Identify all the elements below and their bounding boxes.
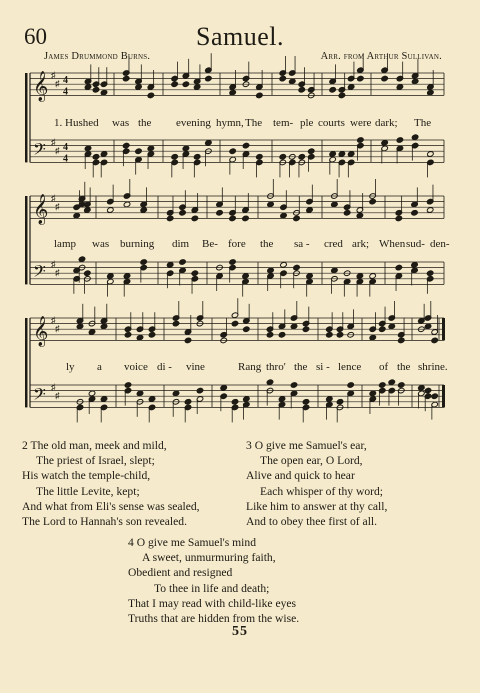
note-head bbox=[267, 201, 274, 207]
note-head bbox=[289, 78, 296, 84]
note-head bbox=[336, 399, 343, 405]
note-head bbox=[369, 334, 376, 340]
verse-line: And to obey thee first of all. bbox=[246, 515, 378, 529]
note-head bbox=[379, 326, 386, 332]
note-head bbox=[135, 84, 142, 90]
lyric-syllable: hymn, bbox=[216, 117, 244, 129]
lyric-syllable: cred bbox=[324, 238, 343, 250]
lyric-syllable: ark; bbox=[352, 238, 370, 250]
note-head bbox=[229, 89, 236, 95]
note-head bbox=[216, 210, 223, 216]
verse-line: 3 O give me Samuel's ear, bbox=[246, 439, 367, 452]
note-head bbox=[147, 145, 154, 151]
lyric-syllable: di - bbox=[157, 361, 172, 373]
note-head bbox=[88, 390, 95, 396]
lyric-syllable: the bbox=[138, 117, 152, 129]
lyric-syllable: shrine. bbox=[418, 361, 448, 373]
verse-line: The Lord to Hannah's son revealed. bbox=[22, 515, 187, 529]
note-head bbox=[123, 273, 130, 279]
note-head bbox=[424, 323, 431, 329]
note-head bbox=[184, 399, 191, 405]
note-head bbox=[338, 92, 345, 98]
sharp-sign: ♯ bbox=[55, 145, 60, 156]
bass-clef: 𝄢 bbox=[33, 383, 46, 408]
treble-clef: 𝄞 bbox=[33, 71, 49, 102]
note-head bbox=[302, 399, 309, 405]
sharp-sign: ♯ bbox=[55, 323, 60, 334]
note-head bbox=[369, 198, 376, 204]
note-head bbox=[184, 337, 191, 343]
note-head bbox=[148, 396, 155, 402]
note-head bbox=[242, 215, 249, 221]
sharp-sign: ♯ bbox=[51, 382, 56, 393]
note-head bbox=[182, 81, 189, 87]
note-head bbox=[100, 396, 107, 402]
note-head bbox=[356, 212, 363, 218]
note-head bbox=[357, 75, 364, 81]
lyric-syllable: the bbox=[260, 238, 274, 250]
lyric-syllable: lamp bbox=[54, 238, 76, 250]
note-head bbox=[124, 332, 131, 338]
note-head bbox=[379, 382, 386, 388]
note-head bbox=[267, 267, 274, 273]
note-head bbox=[231, 399, 238, 405]
lyric-syllable: dim bbox=[172, 238, 190, 250]
sharp-sign: ♯ bbox=[51, 315, 56, 326]
lyric-syllable: The bbox=[245, 117, 263, 129]
verse-4 bbox=[128, 535, 299, 626]
note-head bbox=[329, 151, 336, 157]
note-head bbox=[347, 151, 354, 157]
verse-line: The open ear, O Lord, bbox=[260, 454, 363, 468]
note-head bbox=[279, 154, 286, 160]
note-head bbox=[347, 84, 354, 90]
time-signature: 4 bbox=[63, 86, 68, 98]
note-head bbox=[280, 212, 287, 218]
note-head bbox=[381, 75, 388, 81]
note-head bbox=[229, 259, 236, 265]
note-head bbox=[84, 145, 91, 151]
note-head bbox=[326, 396, 333, 402]
note-head bbox=[172, 390, 179, 396]
treble-clef: 𝄞 bbox=[33, 316, 49, 347]
note-head bbox=[191, 270, 198, 276]
note-head bbox=[179, 259, 186, 265]
note-head bbox=[293, 215, 300, 221]
note-head bbox=[424, 387, 431, 393]
note-head bbox=[280, 262, 287, 268]
time-signature: 4 bbox=[63, 75, 68, 87]
note-head bbox=[326, 332, 333, 338]
note-head bbox=[426, 270, 433, 276]
lyric-syllable: burning bbox=[120, 238, 155, 250]
final-bar-line bbox=[442, 385, 445, 407]
verse-line: Each whisper of thy word; bbox=[260, 484, 383, 498]
note-head bbox=[78, 256, 85, 262]
note-head bbox=[84, 84, 91, 90]
verse-line: To thee in life and death; bbox=[154, 581, 270, 595]
lyric-syllable: vine bbox=[186, 361, 205, 373]
note-head bbox=[290, 382, 297, 388]
note-head bbox=[369, 390, 376, 396]
time-signature: 4 bbox=[63, 153, 68, 165]
note-head bbox=[411, 262, 418, 268]
lyric-syllable: was bbox=[92, 238, 110, 250]
lyric-syllable: si - bbox=[316, 361, 330, 373]
note-head bbox=[266, 379, 273, 385]
note-head bbox=[205, 140, 212, 146]
verse-2 bbox=[22, 438, 200, 529]
lyric-syllable: The bbox=[414, 117, 432, 129]
note-head bbox=[193, 154, 200, 160]
lyric-syllable: a bbox=[97, 361, 102, 373]
note-head bbox=[396, 84, 403, 90]
note-head bbox=[347, 382, 354, 388]
note-head bbox=[100, 323, 107, 329]
hymn-number: 60 bbox=[24, 24, 47, 49]
note-head bbox=[293, 264, 300, 270]
verse-line: 2 The old man, meek and mild, bbox=[22, 439, 167, 452]
note-head bbox=[100, 151, 107, 157]
lyric-line-2 bbox=[0, 238, 480, 252]
sharp-sign: ♯ bbox=[55, 267, 60, 278]
verse-line: His watch the temple-child, bbox=[22, 469, 151, 483]
sharp-sign: ♯ bbox=[55, 201, 60, 212]
note-head bbox=[196, 387, 203, 393]
lyric-syllable: tem- bbox=[273, 117, 294, 129]
note-head bbox=[92, 154, 99, 160]
sharp-sign: ♯ bbox=[51, 259, 56, 270]
note-head bbox=[123, 201, 130, 207]
verse-line: Alive and quick to hear bbox=[246, 469, 355, 483]
note-head bbox=[171, 81, 178, 87]
verse-line: And what from Eli's sense was sealed, bbox=[22, 499, 200, 513]
note-head bbox=[411, 78, 418, 84]
note-head bbox=[290, 323, 297, 329]
note-head bbox=[336, 332, 343, 338]
note-head bbox=[395, 215, 402, 221]
note-head bbox=[166, 215, 173, 221]
lyric-syllable: voice bbox=[124, 361, 148, 373]
note-head bbox=[411, 134, 418, 140]
treble-clef: 𝄞 bbox=[33, 194, 49, 225]
final-bar-line bbox=[442, 318, 445, 340]
verse-line: That I may read with child-like eyes bbox=[128, 596, 297, 610]
note-head bbox=[278, 396, 285, 402]
note-head bbox=[388, 323, 395, 329]
note-head bbox=[266, 332, 273, 338]
sharp-sign: ♯ bbox=[55, 390, 60, 401]
note-head bbox=[308, 148, 315, 154]
note-head bbox=[243, 396, 250, 402]
note-head bbox=[256, 92, 263, 98]
lyric-syllable: den- bbox=[430, 238, 450, 250]
lyric-syllable: courts bbox=[318, 117, 345, 129]
lyric-syllable: Be- bbox=[202, 238, 218, 250]
note-head bbox=[220, 385, 227, 391]
note-head bbox=[148, 332, 155, 338]
note-head bbox=[242, 142, 249, 148]
note-head bbox=[140, 207, 147, 213]
verse-line: The little Levite, kept; bbox=[36, 484, 140, 498]
lyric-syllable: fore bbox=[228, 238, 246, 250]
lyric-syllable: 1. Hushed bbox=[54, 117, 99, 129]
lyric-syllable: lence bbox=[338, 361, 362, 373]
lyric-syllable: of bbox=[379, 361, 389, 373]
verse-line: 4 O give me Samuel's mind bbox=[128, 536, 256, 549]
note-head bbox=[369, 273, 376, 279]
verse-3 bbox=[246, 438, 387, 529]
verse-line: Truths that are hidden from the wise. bbox=[128, 612, 300, 626]
verse-line: Like him to answer at thy call, bbox=[246, 499, 388, 513]
note-head bbox=[84, 270, 91, 276]
lyric-syllable: was bbox=[112, 117, 130, 129]
author-credit: James Drummond Burns. bbox=[44, 51, 151, 62]
sharp-sign: ♯ bbox=[51, 137, 56, 148]
note-head bbox=[418, 385, 425, 391]
note-head bbox=[242, 273, 249, 279]
note-head bbox=[278, 332, 285, 338]
arranger-credit: Arr. from Arthur Sullivan. bbox=[320, 51, 442, 62]
note-head bbox=[100, 89, 107, 95]
note-head bbox=[140, 259, 147, 265]
note-head bbox=[427, 89, 434, 95]
note-head bbox=[107, 273, 114, 279]
hymn-title: Samuel. bbox=[196, 22, 284, 51]
note-head bbox=[256, 154, 263, 160]
note-head bbox=[231, 320, 238, 326]
note-head bbox=[306, 273, 313, 279]
note-head bbox=[205, 75, 212, 81]
note-head bbox=[92, 87, 99, 93]
note-head bbox=[431, 393, 438, 399]
bass-clef: 𝄢 bbox=[33, 138, 46, 163]
note-head bbox=[298, 154, 305, 160]
note-head bbox=[279, 75, 286, 81]
lyric-syllable: thro' bbox=[266, 361, 286, 373]
note-head bbox=[398, 382, 405, 388]
note-head bbox=[426, 207, 433, 213]
lyric-syllable: were bbox=[350, 117, 372, 129]
note-head bbox=[343, 210, 350, 216]
note-head bbox=[182, 145, 189, 151]
note-head bbox=[431, 337, 438, 343]
note-head bbox=[76, 323, 83, 329]
note-head bbox=[243, 326, 250, 332]
lyric-syllable: Rang bbox=[238, 361, 262, 373]
note-head bbox=[191, 215, 198, 221]
note-head bbox=[88, 329, 95, 335]
sharp-sign: ♯ bbox=[51, 193, 56, 204]
lyric-syllable: the bbox=[397, 361, 411, 373]
verse-line: A sweet, unmurmuring faith, bbox=[142, 551, 276, 565]
note-head bbox=[193, 84, 200, 90]
note-head bbox=[147, 92, 154, 98]
note-head bbox=[172, 320, 179, 326]
note-head bbox=[229, 215, 236, 221]
lyric-syllable: the bbox=[294, 361, 308, 373]
note-head bbox=[357, 137, 364, 143]
note-head bbox=[171, 154, 178, 160]
note-head bbox=[398, 337, 405, 343]
verse-line: The priest of Israel, slept; bbox=[36, 454, 155, 468]
note-head bbox=[411, 210, 418, 216]
lyric-syllable: evening bbox=[176, 117, 211, 129]
note-head bbox=[331, 201, 338, 207]
verse-line: Obedient and resigned bbox=[128, 566, 233, 580]
note-head bbox=[122, 142, 129, 148]
note-head bbox=[381, 140, 388, 146]
sharp-sign: ♯ bbox=[51, 70, 56, 81]
note-head bbox=[124, 382, 131, 388]
note-head bbox=[396, 137, 403, 143]
time-signature: 4 bbox=[63, 142, 68, 154]
lyric-syllable: sa - bbox=[294, 238, 310, 250]
note-head bbox=[229, 148, 236, 154]
note-head bbox=[73, 212, 80, 218]
note-head bbox=[329, 87, 336, 93]
lyric-syllable: dark; bbox=[375, 117, 398, 129]
note-head bbox=[135, 148, 142, 154]
note-head bbox=[306, 207, 313, 213]
note-head bbox=[136, 334, 143, 340]
note-head bbox=[356, 273, 363, 279]
lyric-syllable: sud- bbox=[406, 238, 425, 250]
note-head bbox=[331, 267, 338, 273]
note-head bbox=[136, 390, 143, 396]
note-head bbox=[179, 210, 186, 216]
page-number: 55 bbox=[232, 624, 248, 639]
sharp-sign: ♯ bbox=[55, 78, 60, 89]
note-head bbox=[107, 207, 114, 213]
note-head bbox=[166, 262, 173, 268]
note-head bbox=[122, 75, 129, 81]
note-head bbox=[298, 87, 305, 93]
note-head bbox=[84, 207, 91, 213]
lyric-line-1 bbox=[0, 117, 480, 131]
lyric-line-3 bbox=[0, 361, 480, 375]
note-head bbox=[302, 326, 309, 332]
lyric-syllable: ly bbox=[66, 361, 75, 373]
bass-clef: 𝄢 bbox=[33, 260, 46, 285]
note-head bbox=[338, 151, 345, 157]
lyric-syllable: When bbox=[379, 238, 406, 250]
note-head bbox=[395, 264, 402, 270]
lyric-syllable: ple bbox=[300, 117, 314, 129]
note-head bbox=[388, 379, 395, 385]
note-head bbox=[427, 151, 434, 157]
